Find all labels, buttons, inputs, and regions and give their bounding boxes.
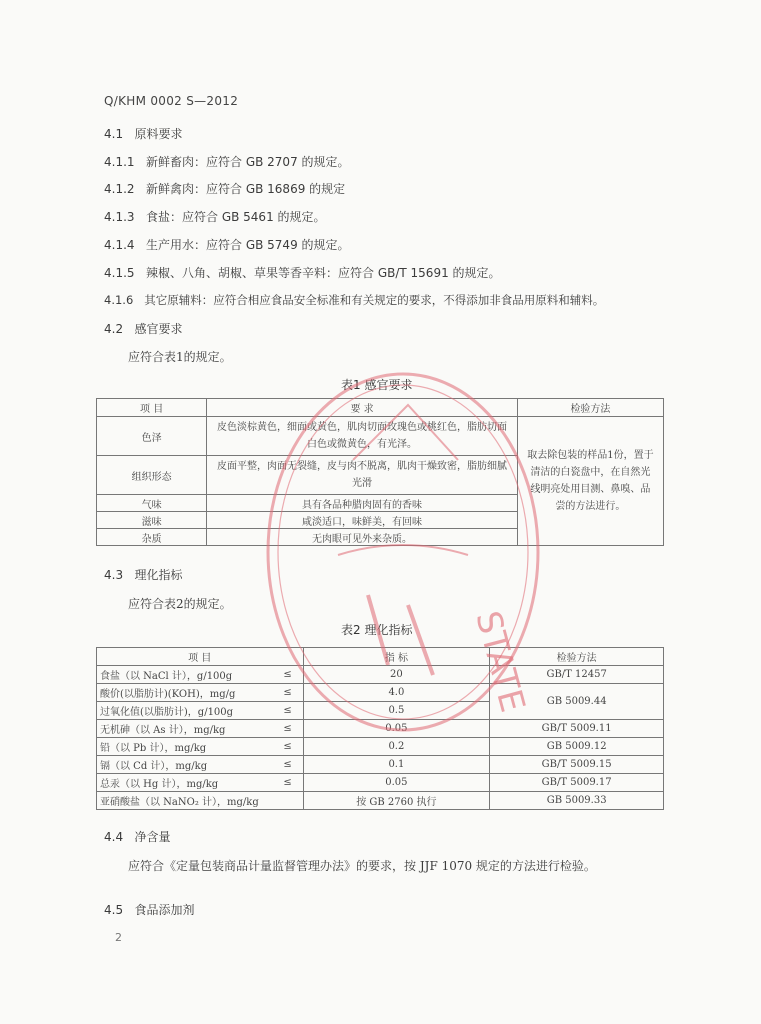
doc-code-header: Q/KHM 0002 S—2012 <box>104 94 239 108</box>
table2-method: GB 5009.12 <box>490 738 664 756</box>
seal-glyph-strokes <box>368 595 433 675</box>
table2-value: 按 GB 2760 执行 <box>303 792 490 810</box>
table2-header-method: 检验方法 <box>490 648 664 666</box>
table2-method: GB 5009.33 <box>490 792 664 810</box>
table2-header-index: 指 标 <box>303 648 490 666</box>
clause-text: 生产用水：应符合 GB 5749 的规定。 <box>146 238 350 252</box>
clause-text: 食盐：应符合 GB 5461 的规定。 <box>146 210 326 224</box>
clause-4-1-5 <box>104 264 501 281</box>
table-row <box>97 756 664 774</box>
section-4-1 <box>104 125 183 142</box>
table1-req: 具有各品种腊肉固有的香味 <box>207 495 518 512</box>
section-4-4-text: 应符合《定量包装商品计量监督管理办法》的要求，按 JJF 1070 规定的方法进行检验。 <box>128 859 596 873</box>
table1-header-item: 项 目 <box>97 399 207 417</box>
table2-method: GB/T 5009.17 <box>490 774 664 792</box>
table2-method: GB/T 5009.15 <box>490 756 664 774</box>
table2-value: 0.1 <box>303 756 490 774</box>
table2-value: 0.05 <box>303 774 490 792</box>
section-number: 4.1 <box>104 127 124 141</box>
clause-4-1-4 <box>104 236 350 253</box>
table2-caption: 表2 理化指标 <box>341 623 413 637</box>
table2-name: 总汞（以 Hg 计），mg/kg <box>97 774 273 792</box>
official-seal-stamp <box>258 365 548 740</box>
section-4-5 <box>104 901 195 918</box>
table2-value: 0.05 <box>303 720 490 738</box>
section-title: 感官要求 <box>134 322 183 336</box>
section-title: 净含量 <box>134 830 171 844</box>
table1-caption: 表1 感官要求 <box>341 378 413 392</box>
table2-name: 过氧化值(以脂肪计)，g/100g <box>97 702 273 720</box>
table2-op: ≤ <box>273 666 303 684</box>
table2-name: 酸价(以脂肪计)(KOH)，mg/g <box>97 684 273 702</box>
clause-text: 辣椒、八角、胡椒、草果等香辛料：应符合 GB/T 15691 的规定。 <box>146 266 501 280</box>
section-number: 4.2 <box>104 322 124 336</box>
table1-header-method: 检验方法 <box>517 399 663 417</box>
clause-4-1-2 <box>104 180 345 197</box>
table1-req: 皮色淡棕黄色，细面或黄色，肌肉切面玫瑰色或桃红色，脂肪切面白色或微黄色，有光泽。 <box>207 417 518 456</box>
table2-name: 铅（以 Pb 计），mg/kg <box>97 738 273 756</box>
clause-number: 4.1.1 <box>104 155 135 169</box>
page-number: 2 <box>115 931 122 944</box>
table2-value: 4.0 <box>303 684 490 702</box>
table2-op <box>273 792 303 810</box>
section-title: 理化指标 <box>134 568 183 582</box>
clause-4-1-6 <box>104 292 604 308</box>
table2-method: GB/T 12457 <box>490 666 664 684</box>
table2-name: 无机砷（以 As 计），mg/kg <box>97 720 273 738</box>
table1-req: 皮面平整，肉面无裂缝，皮与肉不脱离，肌肉干燥致密，脂肪细腻光滑 <box>207 456 518 495</box>
section-title: 原料要求 <box>134 127 183 141</box>
table2-method: GB 5009.44 <box>490 684 664 720</box>
section-number: 4.5 <box>104 903 124 917</box>
clause-number: 4.1.5 <box>104 266 135 280</box>
clause-number: 4.1.6 <box>104 293 134 307</box>
section-4-2-text: 应符合表1的规定。 <box>128 350 232 364</box>
table2-value: 0.5 <box>303 702 490 720</box>
table2-header-item: 项 目 <box>97 648 304 666</box>
section-title: 食品添加剂 <box>134 903 195 917</box>
table1-header-req: 要 求 <box>207 399 518 417</box>
table2-name: 镉（以 Cd 计），mg/kg <box>97 756 273 774</box>
table2-op: ≤ <box>273 756 303 774</box>
table-row <box>97 738 664 756</box>
table2-value: 0.2 <box>303 738 490 756</box>
table1-item: 杂质 <box>97 529 207 546</box>
section-4-3-text: 应符合表2的规定。 <box>128 597 232 611</box>
clause-text: 新鲜畜肉：应符合 GB 2707 的规定。 <box>146 155 350 169</box>
table1-item: 滋味 <box>97 512 207 529</box>
table2-method: GB/T 5009.11 <box>490 720 664 738</box>
table1-req: 咸淡适口，味鲜美，有回味 <box>207 512 518 529</box>
table-row <box>97 774 664 792</box>
table-row <box>97 792 664 810</box>
clause-number: 4.1.4 <box>104 238 135 252</box>
table2-name: 亚硝酸盐（以 NaNO₂ 计），mg/kg <box>97 792 273 810</box>
table1-item: 色泽 <box>97 417 207 456</box>
clause-text: 新鲜禽肉：应符合 GB 16869 的规定 <box>146 182 346 196</box>
section-number: 4.4 <box>104 830 124 844</box>
table2-value: 20 <box>303 666 490 684</box>
table2-name: 食盐（以 NaCl 计），g/100g <box>97 666 273 684</box>
table2-op: ≤ <box>273 684 303 702</box>
clause-4-1-3 <box>104 208 326 225</box>
table2-op: ≤ <box>273 738 303 756</box>
seal-center-stroke <box>338 545 468 555</box>
section-number: 4.3 <box>104 568 124 582</box>
table1-req: 无肉眼可见外来杂质。 <box>207 529 518 546</box>
section-4-3 <box>104 566 183 583</box>
seal-star-top <box>353 405 458 460</box>
clause-4-1-1 <box>104 153 350 170</box>
table2-op: ≤ <box>273 720 303 738</box>
table1-item: 组织形态 <box>97 456 207 495</box>
table1-method: 取去除包装的样品1份，置于清洁的白瓷盘中，在自然光线明亮处用目测、鼻嗅、品尝的方法进行。 <box>517 417 663 546</box>
section-4-4 <box>104 828 171 845</box>
clause-text: 其它原辅料：应符合相应食品安全标准和有关规定的要求，不得添加非食品用原料和辅料。 <box>144 293 605 307</box>
section-4-2 <box>104 320 183 337</box>
table2-op: ≤ <box>273 702 303 720</box>
clause-number: 4.1.3 <box>104 210 135 224</box>
seal-latin-text: STATE <box>467 606 533 717</box>
clause-number: 4.1.2 <box>104 182 135 196</box>
table1-item: 气味 <box>97 495 207 512</box>
table2-op: ≤ <box>273 774 303 792</box>
